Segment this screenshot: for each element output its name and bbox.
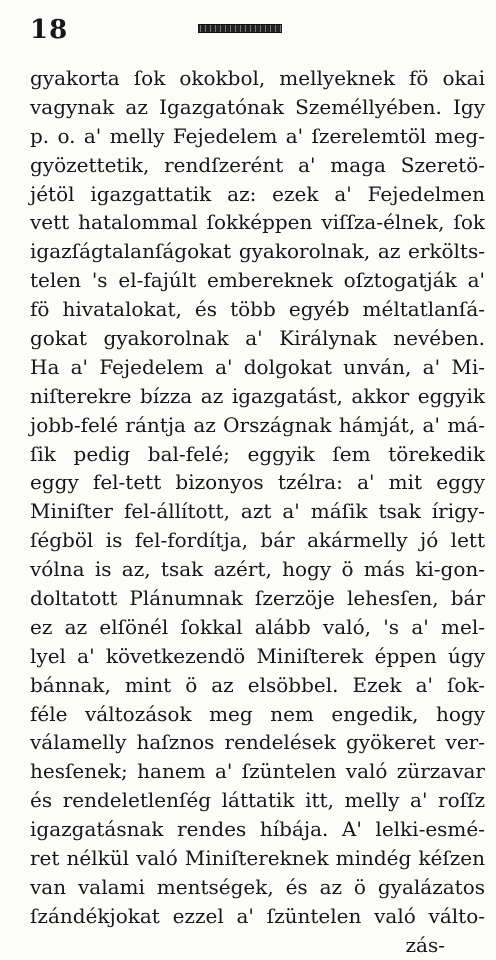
page-number: 18 <box>30 15 69 45</box>
text-line: féle változások meg nem engedik, hogy <box>30 701 485 726</box>
text-line: ſik pedig bal-felé; eggyik ſem törekedik <box>30 441 485 466</box>
text-line: p. o. a' melly Fejedelem a' ſzerelemtöl meg- <box>30 123 485 148</box>
text-line: ez az elſönél ſokkal alább való, 's a' mel- <box>30 614 485 639</box>
text-line: fö hivatalokat, és több egyéb méltatlanſá- <box>30 297 485 322</box>
text-line: igazſágtalanſágokat gyakorolnak, az erkölts- <box>30 239 485 264</box>
text-line: vólna is az, tsak azért, hogy ö más ki-gon- <box>30 557 485 582</box>
text-line: Miniſter fel-állított, azt a' máſik tsak írigy- <box>30 499 485 524</box>
header-ornament <box>198 24 282 33</box>
text-line: bánnak, mint ö az elsöbbel. Ezek a' ſok- <box>30 672 485 697</box>
text-line: niſterekre bízza az igazgatást, akkor eggyik <box>30 383 485 408</box>
text-line: ſzándékjokat ezzel a' ſzüntelen való válto- <box>30 903 485 928</box>
text-line: igazgatásnak rendes híbája. A' lelki-esmé- <box>30 817 485 842</box>
text-line: Ha a' Fejedelem a' dolgokat unván, a' Mi- <box>30 354 485 379</box>
text-line: és rendeletlenſég láttatik itt, melly a' roſſz <box>30 788 485 813</box>
text-line: gokat gyakorolnak a' Királynak nevében. <box>30 326 485 351</box>
text-line: gyakorta ſok okokbol, mellyeknek fö okai <box>30 66 485 90</box>
text-line: válamelly haſznos rendelések gyökeret ver- <box>30 730 485 755</box>
text-line: vagynak az Igazgatónak Személlyében. Igy <box>30 94 485 119</box>
text-line: vett hatalommal ſokképpen viſſza-élnek, ſok <box>30 210 485 235</box>
text-line: doltatott Plánumnak ſzerzöje lehesſen, bár <box>30 586 485 611</box>
text-line: lyel a' következendö Miniſterek éppen úgy <box>30 643 485 668</box>
catchword: zás- <box>405 932 445 957</box>
text-line: ret nélkül való Miniſtereknek mindég kéſzen <box>30 846 485 871</box>
text-line: jobb-felé rántja az Országnak hámját, a' má- <box>30 412 485 437</box>
text-line: van valami mentségek, és az ö gyalázatos <box>30 874 485 899</box>
body-text <box>30 64 485 960</box>
text-line: telen 's el-fajúlt embereknek oſztogatják a' <box>30 268 485 293</box>
text-line: gyözettetik, rendſzerént a' maga Szeretö- <box>30 152 485 177</box>
text-line: ſégböl is fel-fordítja, bár akármelly jó lett <box>30 528 485 553</box>
text-line: jétöl igazgattatik az: ezek a' Fejedelmen <box>30 181 485 206</box>
text-line: eggy fel-tett bizonyos tzélra: a' mit eggy <box>30 470 485 495</box>
text-line: hesſenek; hanem a' ſzüntelen való zürzavar <box>30 759 485 784</box>
